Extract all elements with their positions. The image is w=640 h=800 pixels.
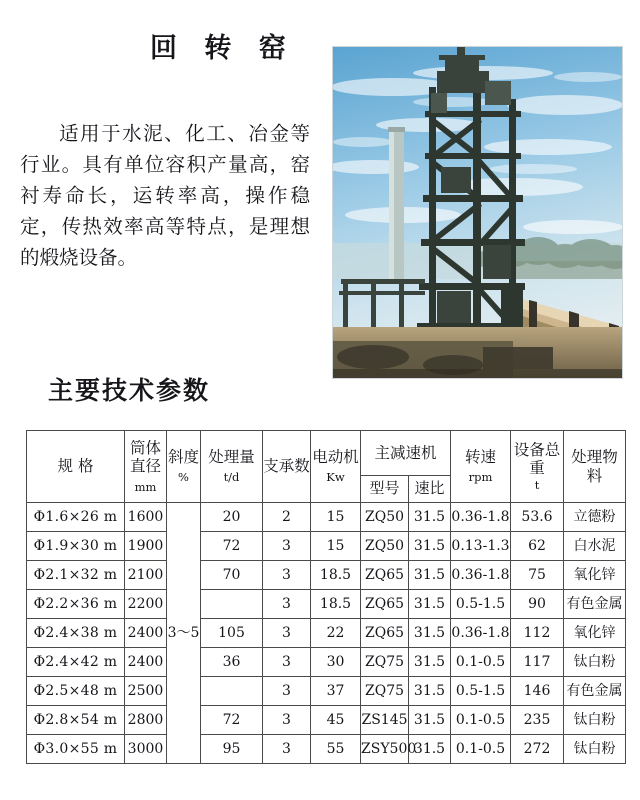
header-slope	[167, 431, 201, 503]
cell-reducer-ratio: 31.5	[409, 619, 451, 648]
cell-rotation-speed: 0.1-0.5	[451, 706, 511, 735]
cell-motor: 55	[311, 735, 361, 764]
cell-diameter: 1600	[125, 503, 167, 532]
cell-total-weight: 90	[511, 590, 564, 619]
cell-rotation-speed: 0.36-1.8	[451, 619, 511, 648]
cell-spec: Φ2.1×32 m	[27, 561, 125, 590]
cell-motor: 30	[311, 648, 361, 677]
header-reducer-group	[361, 431, 451, 476]
cell-reducer-model: ZQ65	[361, 619, 409, 648]
cell-capacity: 70	[201, 561, 263, 590]
cell-material: 氧化锌	[564, 561, 626, 590]
cell-motor: 15	[311, 532, 361, 561]
cell-slope-merged: 3～5	[167, 503, 201, 764]
cell-reducer-ratio: 31.5	[409, 706, 451, 735]
cell-diameter: 1900	[125, 532, 167, 561]
rotary-kiln-photo	[333, 47, 622, 378]
header-slope-unit: %	[178, 470, 189, 485]
cell-reducer-ratio: 31.5	[409, 561, 451, 590]
cell-capacity: 36	[201, 648, 263, 677]
header-rotation-speed-label: 转速	[465, 448, 497, 467]
cell-reducer-model: ZQ75	[361, 677, 409, 706]
cell-reducer-model: ZQ50	[361, 503, 409, 532]
cell-reducer-model: ZS145	[361, 706, 409, 735]
header-capacity	[201, 431, 263, 503]
header-slope-label: 斜度	[167, 448, 199, 467]
cell-spec: Φ1.9×30 m	[27, 532, 125, 561]
cell-reducer-model: ZSY500	[361, 735, 409, 764]
cell-spec: Φ2.2×36 m	[27, 590, 125, 619]
cell-material: 氧化锌	[564, 619, 626, 648]
cell-spec: Φ3.0×55 m	[27, 735, 125, 764]
cell-reducer-ratio: 31.5	[409, 532, 451, 561]
table-row	[27, 648, 626, 677]
cell-diameter: 2400	[125, 648, 167, 677]
technical-parameters-table	[26, 430, 626, 764]
table-row	[27, 706, 626, 735]
cell-capacity: 72	[201, 532, 263, 561]
cell-supports: 3	[263, 561, 311, 590]
header-shell-diameter	[125, 431, 167, 503]
cell-supports: 3	[263, 735, 311, 764]
cell-reducer-ratio: 31.5	[409, 590, 451, 619]
cell-capacity	[201, 677, 263, 706]
header-reducer-model: 型号	[361, 476, 409, 503]
cell-reducer-ratio: 31.5	[409, 735, 451, 764]
header-rotation-speed	[451, 431, 511, 503]
table-row	[27, 677, 626, 706]
header-spec-label: 规 格	[57, 457, 94, 476]
cell-spec: Φ2.8×54 m	[27, 706, 125, 735]
cell-supports: 3	[263, 590, 311, 619]
header-supports-label: 支承数	[263, 457, 310, 476]
cell-material: 有色金属	[564, 677, 626, 706]
cell-rotation-speed: 0.1-0.5	[451, 735, 511, 764]
cell-diameter: 2400	[125, 619, 167, 648]
cell-spec: Φ2.5×48 m	[27, 677, 125, 706]
cell-motor: 18.5	[311, 590, 361, 619]
cell-rotation-speed: 0.5-1.5	[451, 677, 511, 706]
cell-material: 钛白粉	[564, 648, 626, 677]
table-row	[27, 590, 626, 619]
cell-material: 有色金属	[564, 590, 626, 619]
page-title: 回 转 窑	[150, 33, 295, 64]
table-row	[27, 619, 626, 648]
header-total-weight-unit: t	[534, 477, 540, 492]
header-motor-label: 电动机	[312, 448, 359, 467]
cell-rotation-speed: 0.36-1.8	[451, 503, 511, 532]
cell-total-weight: 62	[511, 532, 564, 561]
header-shell-diameter-label: 筒体直径	[129, 438, 161, 476]
cell-spec: Φ2.4×38 m	[27, 619, 125, 648]
header-capacity-label: 处理量	[208, 448, 255, 467]
cell-reducer-model: ZQ50	[361, 532, 409, 561]
header-motor	[311, 431, 361, 503]
cell-total-weight: 112	[511, 619, 564, 648]
cell-motor: 18.5	[311, 561, 361, 590]
cell-supports: 2	[263, 503, 311, 532]
header-reducer-group-label: 主减速机	[374, 443, 437, 462]
cell-rotation-speed: 0.13-1.3	[451, 532, 511, 561]
cell-supports: 3	[263, 532, 311, 561]
section-heading: 主要技术参数	[48, 376, 211, 405]
cell-diameter: 2200	[125, 590, 167, 619]
cell-total-weight: 75	[511, 561, 564, 590]
cell-total-weight: 53.6	[511, 503, 564, 532]
photo-illustration	[333, 47, 622, 378]
cell-reducer-model: ZQ75	[361, 648, 409, 677]
cell-total-weight: 235	[511, 706, 564, 735]
cell-reducer-ratio: 31.5	[409, 677, 451, 706]
header-rotation-speed-unit: rpm	[468, 470, 493, 485]
cell-supports: 3	[263, 619, 311, 648]
cell-motor: 45	[311, 706, 361, 735]
cell-reducer-ratio: 31.5	[409, 648, 451, 677]
cell-supports: 3	[263, 648, 311, 677]
cell-spec: Φ2.4×42 m	[27, 648, 125, 677]
cell-rotation-speed: 0.1-0.5	[451, 648, 511, 677]
header-supports	[263, 431, 311, 503]
header-reducer-ratio: 速比	[409, 476, 451, 503]
header-total-weight-label: 设备总重	[513, 440, 561, 478]
table-row	[27, 561, 626, 590]
cell-motor: 15	[311, 503, 361, 532]
header-total-weight	[511, 431, 564, 503]
cell-reducer-model: ZQ65	[361, 561, 409, 590]
cell-rotation-speed: 0.5-1.5	[451, 590, 511, 619]
cell-total-weight: 146	[511, 677, 564, 706]
intro-paragraph: 适用于水泥、化工、冶金等行业。具有单位容积产量高，窑衬寿命长，运转率高，操作稳定，传热效率高等特点，是理想的煅烧设备。	[20, 122, 310, 269]
cell-total-weight: 272	[511, 735, 564, 764]
cell-capacity	[201, 590, 263, 619]
header-capacity-unit: t/d	[223, 470, 240, 485]
cell-material: 钛白粉	[564, 735, 626, 764]
cell-capacity: 95	[201, 735, 263, 764]
table-header-row-main	[27, 431, 626, 476]
cell-diameter: 2800	[125, 706, 167, 735]
header-shell-diameter-unit: mm	[134, 479, 157, 494]
cell-diameter: 3000	[125, 735, 167, 764]
cell-reducer-ratio: 31.5	[409, 503, 451, 532]
cell-material: 钛白粉	[564, 706, 626, 735]
cell-total-weight: 117	[511, 648, 564, 677]
table-row	[27, 735, 626, 764]
cell-diameter: 2100	[125, 561, 167, 590]
header-material-label: 处理物料	[571, 448, 618, 485]
cell-supports: 3	[263, 677, 311, 706]
cell-reducer-model: ZQ65	[361, 590, 409, 619]
cell-material: 立德粉	[564, 503, 626, 532]
cell-motor: 37	[311, 677, 361, 706]
cell-capacity: 72	[201, 706, 263, 735]
header-spec	[27, 431, 125, 503]
table-row	[27, 532, 626, 561]
cell-capacity: 20	[201, 503, 263, 532]
spec-table-container	[26, 430, 623, 764]
header-motor-unit: Kw	[326, 470, 345, 485]
cell-spec: Φ1.6×26 m	[27, 503, 125, 532]
cell-capacity: 105	[201, 619, 263, 648]
cell-material: 白水泥	[564, 532, 626, 561]
cell-supports: 3	[263, 706, 311, 735]
cell-rotation-speed: 0.36-1.8	[451, 561, 511, 590]
cell-diameter: 2500	[125, 677, 167, 706]
table-body	[27, 503, 626, 764]
table-row	[27, 503, 626, 532]
cell-motor: 22	[311, 619, 361, 648]
table-header	[27, 431, 626, 503]
header-material	[564, 431, 626, 503]
